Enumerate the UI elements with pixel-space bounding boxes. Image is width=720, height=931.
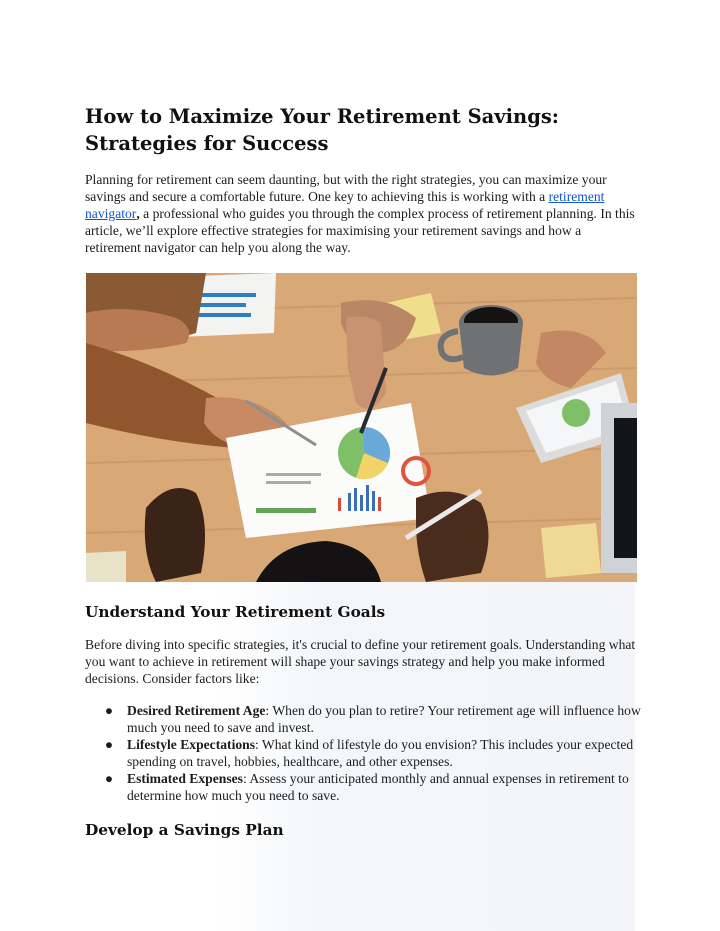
article-title: [85, 103, 645, 157]
retirement-navigator-link[interactable]: retirement navigator: [85, 189, 605, 222]
list-item-term: Lifestyle Expectations: [127, 737, 255, 753]
bullet-icon: ●: [104, 737, 114, 753]
title-line-1: How to Maximize Your Retirement Savings:: [85, 105, 560, 128]
section-heading-savings-plan: Develop a Savings Plan: [85, 821, 284, 839]
intro-paragraph: [85, 171, 640, 256]
title-line-2: Strategies for Success: [85, 132, 329, 155]
bullet-icon: ●: [104, 703, 114, 718]
bullet-icon: ●: [104, 771, 114, 787]
list-item: [104, 702, 644, 736]
list-item-term: Desired Retirement Age: [127, 703, 266, 718]
list-item: [104, 770, 644, 804]
article-photo: [86, 273, 637, 582]
list-item-text: : When do you plan to retire? Your retirement age will influence how much you need to save and invest.: [127, 703, 641, 736]
intro-text-start: Planning for retirement can seem daunting, but with the right strategies, you can maximize your savings and secure a comfortable future. One key to achieving this is working with a: [85, 172, 607, 205]
retirement-factors-list: [104, 702, 644, 805]
list-item: [104, 736, 644, 770]
list-item-term: Estimated Expenses: [127, 771, 243, 787]
intro-text-end: a professional who guides you through the complex process of retirement planning. In this article, we’ll explore effective strategies for maximising your retirement savings and how a retirement navigator can help you along the way.: [85, 206, 635, 256]
intro-comma: ,: [136, 206, 140, 222]
list-item-text: : What kind of lifestyle do you envision? This includes your expected spending on travel, hobbies, healthcare, and other expenses.: [127, 737, 634, 770]
list-item-text: : Assess your anticipated monthly and annual expenses in retirement to determine how much you need to save.: [127, 771, 629, 804]
section-heading-retirement-goals: Understand Your Retirement Goals: [85, 603, 386, 621]
section-paragraph-retirement-goals: Before diving into specific strategies, it's crucial to define your retirement goals. Understanding what you want to achieve in retirement will shape your savings strategy and help you make informed decisions. Consider factors like:: [85, 637, 636, 687]
